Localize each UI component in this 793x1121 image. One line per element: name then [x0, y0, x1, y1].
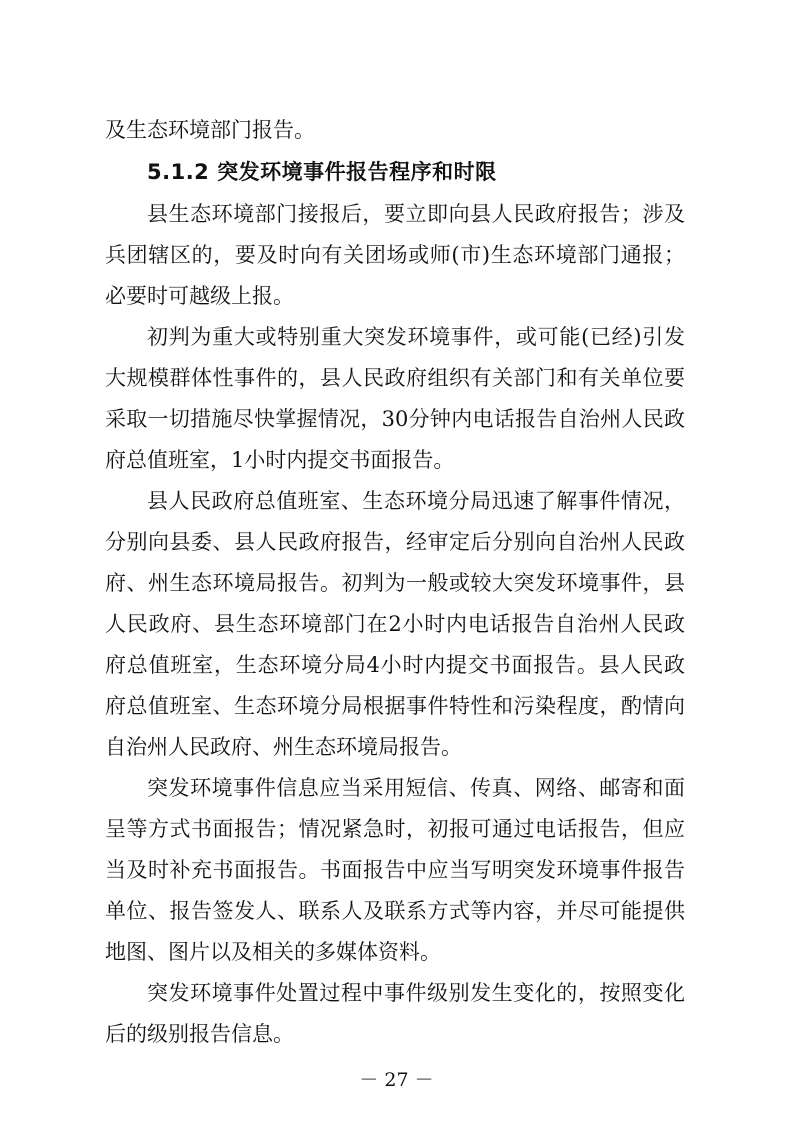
body-text-line-13: 府总值班室、生态环境分局根据事件特性和污染程度，酌情向 — [105, 694, 685, 718]
body-text-line-5: 大规模群体性事件的，县人民政府组织有关部门和有关单位要 — [105, 366, 685, 390]
body-text-line-20: 突发环境事件处置过程中事件级别发生变化的，按照变化 — [147, 981, 685, 1005]
body-text-line-0: 及生态环境部门报告。 — [105, 118, 315, 142]
body-text-line-12: 府总值班室，生态环境分局4小时内提交书面报告。县人民政 — [105, 653, 685, 677]
body-text-line-19: 地图、图片以及相关的多媒体资料。 — [105, 940, 441, 964]
body-text-line-14: 自治州人民政府、州生态环境局报告。 — [105, 735, 462, 759]
body-text-line-15: 突发环境事件信息应当采用短信、传真、网络、邮寄和面 — [147, 776, 685, 800]
body-text-line-10: 府、州生态环境局报告。初判为一般或较大突发环境事件，县 — [105, 571, 685, 595]
body-text-line-16: 呈等方式书面报告；情况紧急时，初报可通过电话报告，但应 — [105, 817, 685, 841]
body-text-line-18: 单位、报告签发人、联系人及联系方式等内容，并尽可能提供 — [105, 899, 685, 923]
body-text-line-7: 府总值班室，1小时内提交书面报告。 — [105, 448, 455, 472]
body-text-line-17: 当及时补充书面报告。书面报告中应当写明突发环境事件报告 — [105, 858, 685, 882]
body-text-line-1: 县生态环境部门接报后，要立即向县人民政府报告；涉及 — [147, 202, 685, 226]
body-text-line-6: 采取一切措施尽快掌握情况，30分钟内电话报告自治州人民政 — [105, 407, 685, 431]
body-text-line-2: 兵团辖区的，要及时向有关团场或师(市)生态环境部门通报； — [105, 243, 685, 267]
page-number: － 27 － — [359, 1069, 434, 1091]
body-text-line-8: 县人民政府总值班室、生态环境分局迅速了解事件情况， — [147, 489, 685, 513]
body-text-line-4: 初判为重大或特别重大突发环境事件，或可能(已经)引发 — [147, 325, 685, 349]
body-text-line-9: 分别向县委、县人民政府报告，经审定后分别向自治州人民政 — [105, 530, 685, 554]
body-text-line-11: 人民政府、县生态环境部门在2小时内电话报告自治州人民政 — [105, 612, 685, 636]
section-heading: 5.1.2 突发环境事件报告程序和时限 — [147, 160, 497, 184]
body-text-line-21: 后的级别报告信息。 — [105, 1022, 294, 1046]
body-text-line-3: 必要时可越级上报。 — [105, 284, 294, 308]
